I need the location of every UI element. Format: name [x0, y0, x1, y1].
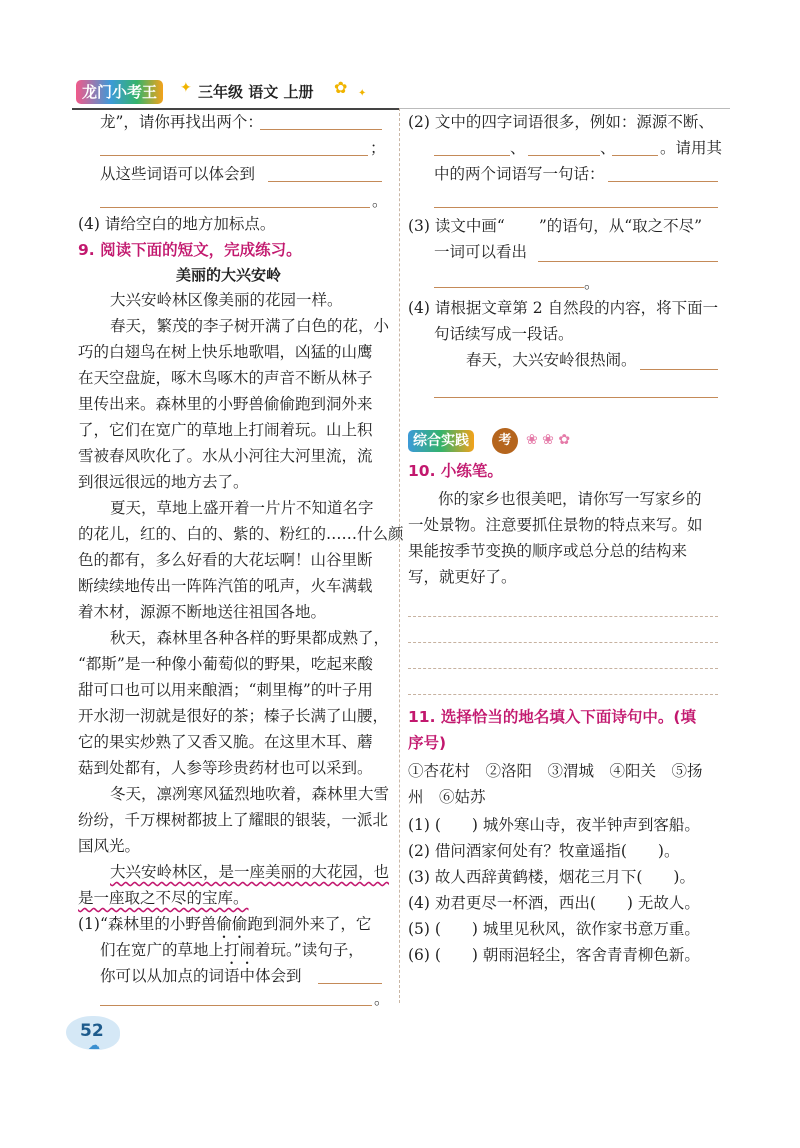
punct: 。	[372, 192, 388, 210]
answer-line[interactable]	[318, 983, 382, 984]
answer-line[interactable]	[268, 181, 382, 182]
star-icon: ✦	[358, 88, 367, 99]
article-title: 美丽的大兴安岭	[176, 266, 282, 284]
answer-line[interactable]	[608, 181, 718, 182]
options-list: 州 ⑥姑苏	[408, 788, 486, 806]
answer-line[interactable]	[434, 287, 584, 288]
text: 写，就更好了。	[408, 568, 517, 586]
wavy-underlined-text: 大兴安岭林区，是一座美丽的大花园，也	[110, 863, 390, 881]
article-line: 雪被春风吹化了。水从小河往大河里流，流	[78, 447, 373, 465]
article-line: 国风光。	[78, 837, 141, 855]
butterfly-icon: ❀ ❀ ✿	[526, 432, 571, 448]
text: 。请用其	[660, 139, 723, 157]
header	[72, 78, 402, 108]
banner-label: 综合实践	[408, 430, 474, 452]
text: 一处景物。注意要抓住景物的特点来写。如	[408, 516, 703, 534]
question-11-heading: 11. 选择恰当的地名填入下面诗句中。(填	[408, 708, 696, 726]
page-number-badge	[66, 1016, 120, 1050]
options-list: ①杏花村 ②洛阳 ③渭城 ④阳关 ⑤扬	[408, 762, 703, 780]
continued-text: 从这些词语可以体会到	[100, 165, 256, 183]
article-line: 春天，繁茂的李子树开满了白色的花，小	[110, 317, 390, 335]
answer-line[interactable]	[640, 369, 718, 370]
text: 一词可以看出	[434, 243, 528, 261]
page-number: 52	[80, 1021, 104, 1041]
text: ”的语句，从“取之不尽”	[538, 217, 703, 235]
answer-line[interactable]	[612, 155, 658, 156]
poem-line[interactable]: (6) ( ) 朝雨浥轻尘，客舍青青柳色新。	[408, 946, 700, 964]
question-3	[408, 213, 702, 239]
article-line: 它的果实炒熟了又香又脆。在这里木耳、蘑	[78, 733, 373, 751]
dotted-word: 打闹	[224, 941, 256, 959]
answer-line[interactable]	[100, 207, 370, 208]
section-banner	[408, 428, 608, 458]
star-icon: ✦	[180, 80, 192, 96]
question-10-heading: 10. 小练笔。	[408, 462, 503, 480]
butterfly-icon: ✿	[334, 78, 348, 97]
article-line: 甜可口也可以用来酿酒；“刺里梅”的叶子用	[78, 681, 373, 699]
poem-line[interactable]: (5) ( ) 城里见秋风，欲作家书意万重。	[408, 920, 700, 938]
article-line: 了，它们在宽广的草地上打闹着玩。山上积	[78, 421, 373, 439]
answer-line[interactable]	[100, 1005, 372, 1006]
answer-line[interactable]	[434, 155, 510, 156]
text: (3) 读文中画“	[408, 217, 505, 235]
wavy-underlined-text: 是一座取之不尽的宝库。	[78, 889, 249, 907]
poem-line[interactable]: (4) 劝君更尽一杯酒，西出( ) 无故人。	[408, 894, 700, 912]
text: 着玩。”读句子，	[255, 941, 364, 959]
article-line: 到很远很远的地方去了。	[78, 473, 249, 491]
article-line: 的花儿，红的、白的、紫的、粉红的……什么颜	[78, 525, 404, 543]
question-2: (2) 文中的四字词语很多，例如：源源不断、	[408, 113, 714, 131]
text: 跑到洞外来了，它	[247, 915, 372, 933]
text: (1)“森林里的小野兽	[78, 915, 217, 933]
article-line: 色的都有，多么好看的大花坛啊！山谷里断	[78, 551, 373, 569]
poem-line[interactable]: (2) 借问酒家何处有？牧童遥指( )。	[408, 842, 680, 860]
text: 你的家乡也很美吧，请你写一写家乡的	[438, 490, 702, 508]
article-line: 在天空盘旋，啄木鸟啄木的声音不断从林子	[78, 369, 373, 387]
cloud-icon: ☁	[88, 1038, 100, 1052]
text: 句话续写成一段话。	[434, 325, 574, 343]
article-line: 开水沏一沏就是很好的茶；榛子长满了山腰，	[78, 707, 389, 725]
article-line: “都斯”是一种像小葡萄似的野果，吃起来酸	[78, 655, 373, 673]
article-line: 夏天，草地上盛开着一片片不知道名字	[110, 499, 374, 517]
punct: 。	[374, 990, 390, 1008]
question-4: (4) 请给空白的地方加标点。	[78, 215, 276, 233]
article-line: 断续续地传出一阵阵汽笛的吼声，火车满载	[78, 577, 373, 595]
article-line: 冬天，凛冽寒风猛烈地吹着，森林里大雪	[110, 785, 390, 803]
sub-question-1-cont: 你可以从加点的词语中体会到	[100, 967, 302, 985]
article-paragraph: 大兴安岭林区像美丽的花园一样。	[110, 291, 343, 309]
answer-line[interactable]	[434, 207, 718, 208]
answer-line[interactable]	[538, 261, 718, 262]
writing-line[interactable]	[408, 642, 718, 643]
article-line: 里传出来。森林里的小野兽偷偷跑到洞外来	[78, 395, 373, 413]
writing-line[interactable]	[408, 668, 718, 669]
article-line: 菇到处都有，人参等珍贵药材也可以采到。	[78, 759, 373, 777]
dotted-word: 偷偷	[216, 915, 248, 933]
poem-line[interactable]: (1) ( ) 城外寒山寺，夜半钟声到客船。	[408, 816, 700, 834]
poem-line[interactable]: (3) 故人西辞黄鹤楼，烟花三月下( )。	[408, 868, 695, 886]
column-divider	[399, 108, 400, 1003]
article-line: 纷纷，千万棵树都披上了耀眼的银装，一派北	[78, 811, 389, 829]
header-subtitle: 三年级 语文 上册	[198, 83, 314, 101]
punct: 。	[584, 274, 600, 292]
article-line: 秋天，森林里各种各样的野果都成熟了，	[110, 629, 390, 647]
text: 们在宽广的草地上	[100, 941, 225, 959]
punct: 、	[600, 139, 616, 157]
text: 果能按季节变换的顺序或总分总的结构来	[408, 542, 688, 560]
answer-line[interactable]	[260, 129, 382, 130]
bear-badge: 考	[492, 428, 518, 454]
continued-text: 龙”，请你再找出两个：	[100, 113, 263, 131]
article-line-underlined	[78, 885, 249, 911]
writing-line[interactable]	[408, 694, 718, 695]
answer-line[interactable]	[434, 397, 718, 398]
punct: 、	[510, 139, 526, 157]
text: 春天，大兴安岭很热闹。	[466, 351, 637, 369]
brand-logo: 龙门小考王	[76, 80, 163, 104]
text: 中的两个词语写一句话：	[434, 165, 605, 183]
text: 序号)	[408, 734, 447, 752]
punct: ；	[370, 139, 386, 157]
article-line: 着木材，源源不断地送往祖国各地。	[78, 603, 327, 621]
writing-line[interactable]	[408, 616, 718, 617]
article-line-underlined	[110, 859, 389, 885]
answer-line[interactable]	[100, 155, 368, 156]
article-line: 巧的白翅鸟在树上快乐地歌唱，凶猛的山鹰	[78, 343, 373, 361]
answer-line[interactable]	[528, 155, 600, 156]
question-9-heading: 9. 阅读下面的短文，完成练习。	[78, 241, 302, 259]
question-4-right: (4) 请根据文章第 2 自然段的内容，将下面一	[408, 299, 719, 317]
